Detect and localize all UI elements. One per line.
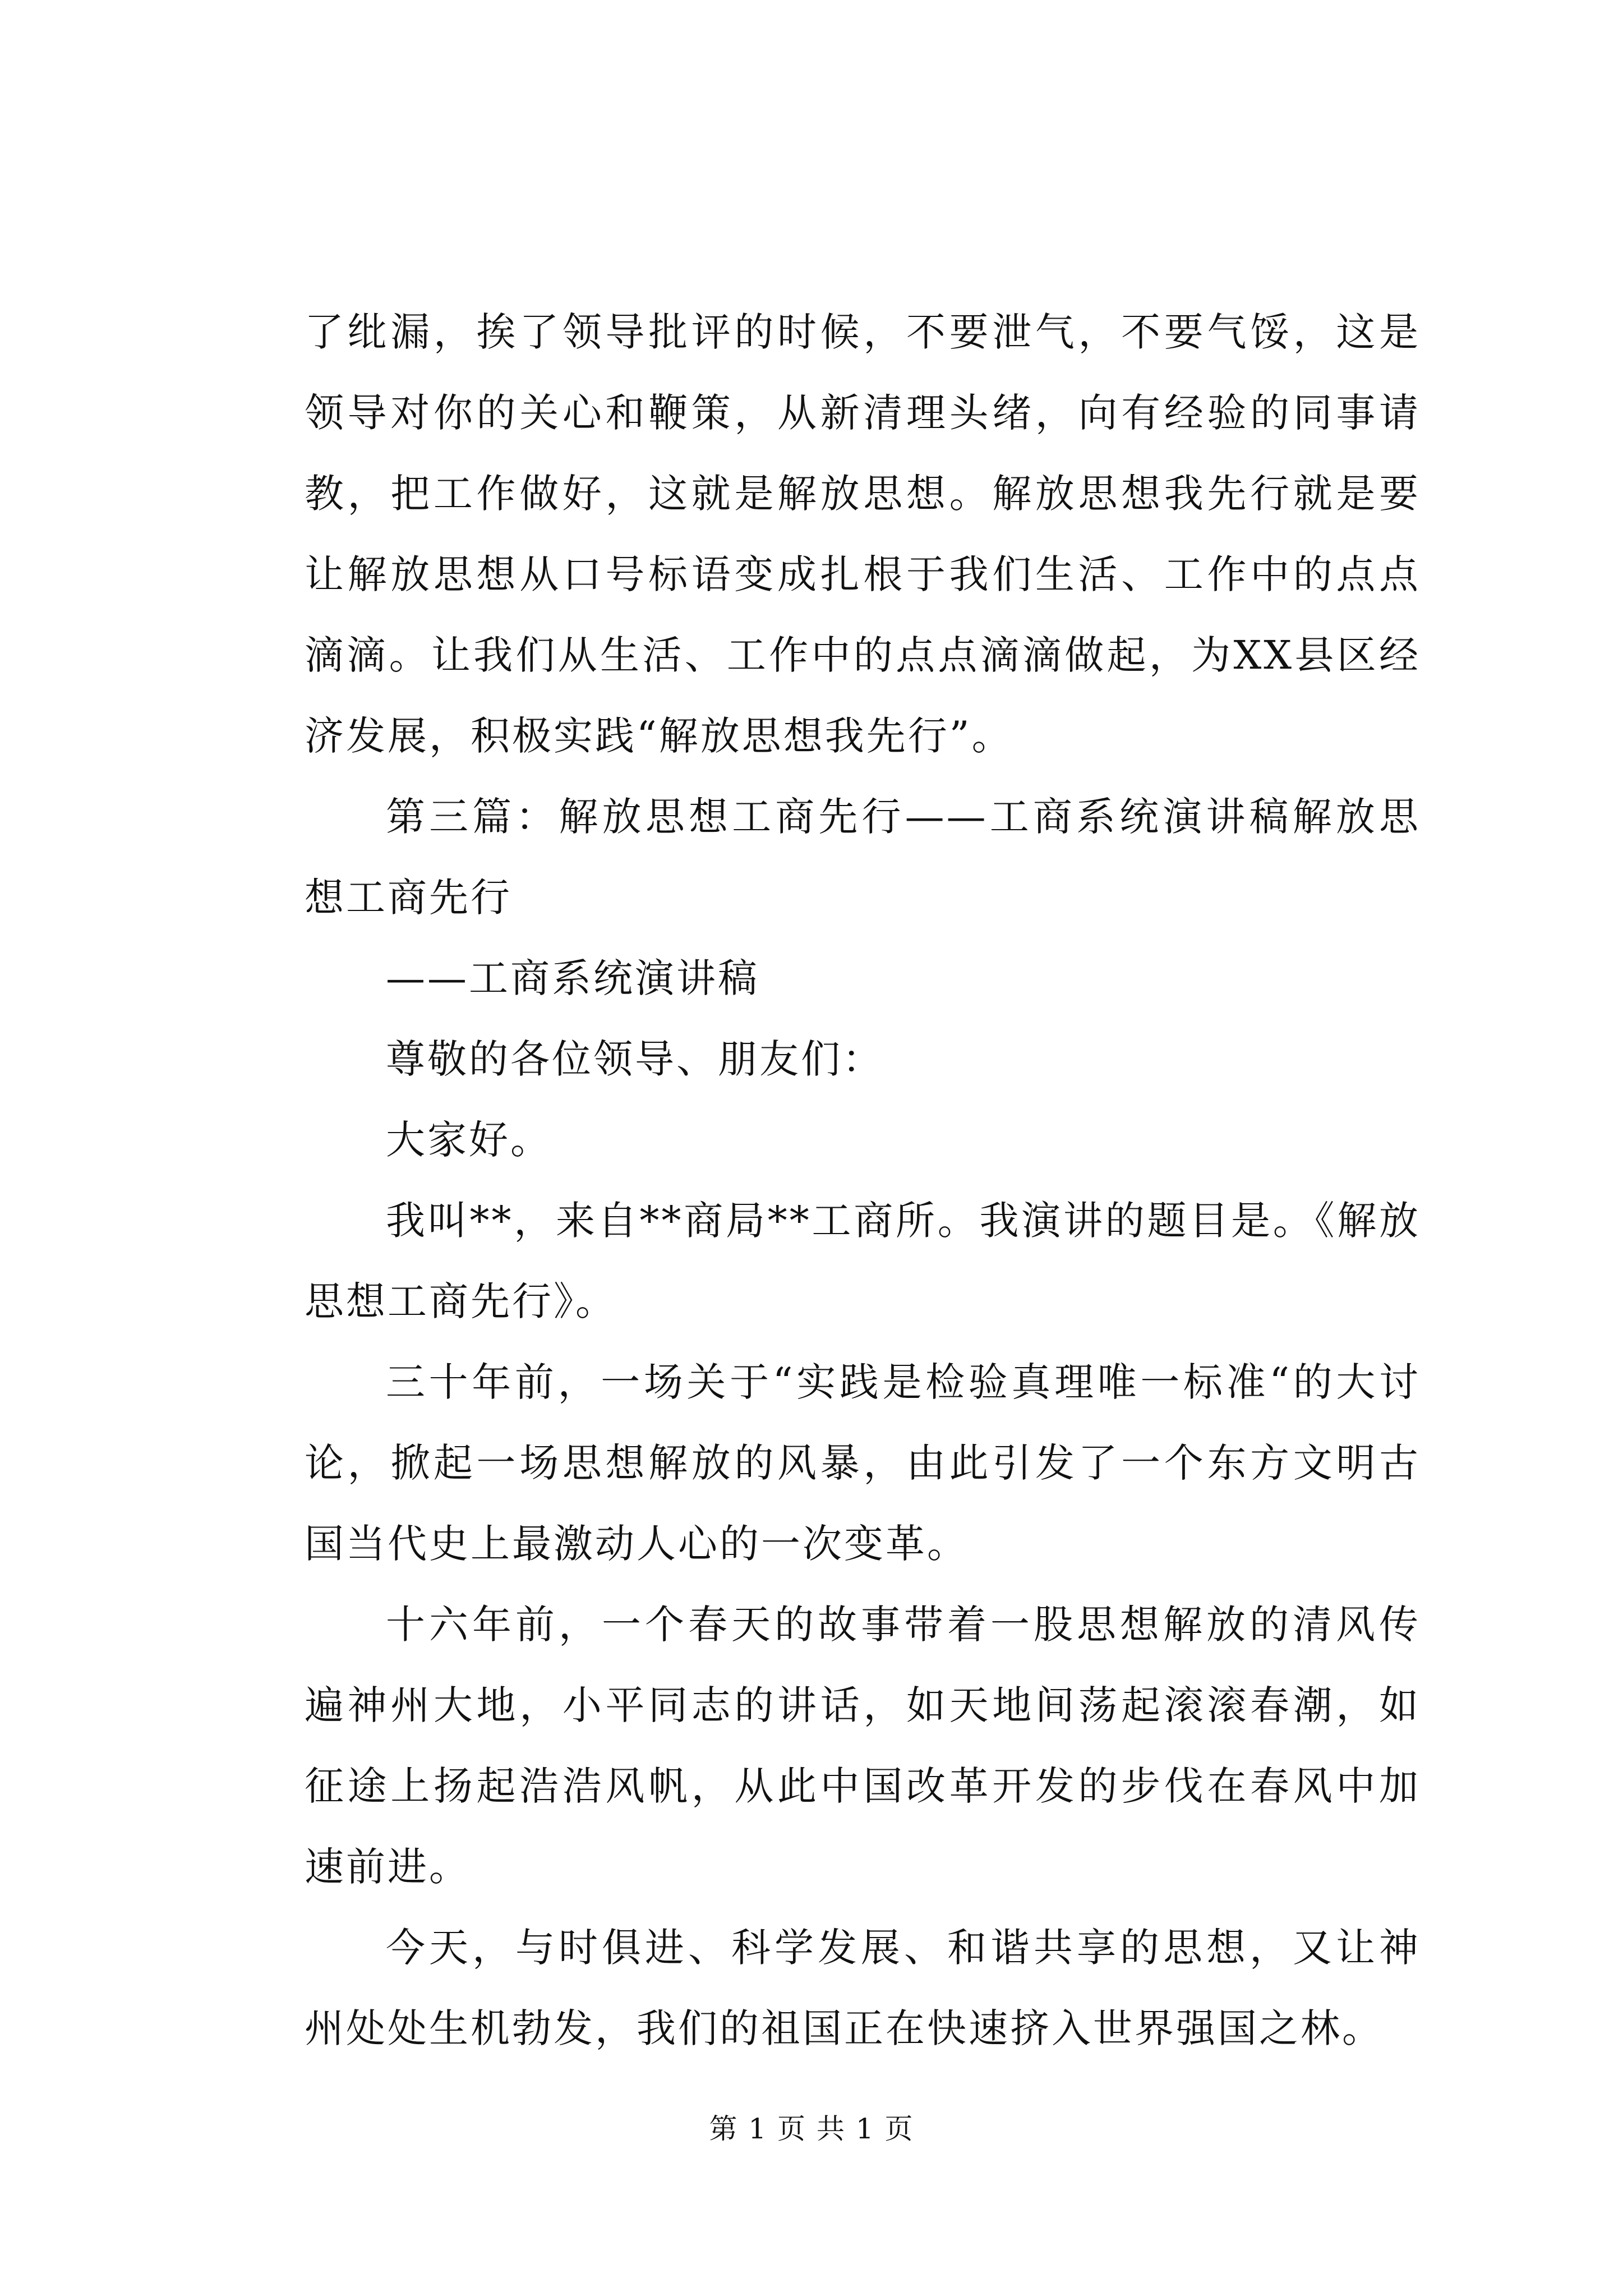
paragraph-3-subtitle: ——工商系统演讲稿	[386, 955, 759, 1001]
paragraph-9: 今天，与时俱进、科学发展、和谐共享的思想，又让神州处处生机勃发，我们的祖国正在快速挤入世界强国之林。	[305, 1925, 1421, 2051]
paragraph-4-salutation: 尊敬的各位领导、朋友们：	[386, 1036, 884, 1082]
paragraph-1: 了纰漏，挨了领导批评的时候，不要泄气，不要气馁，这是领导对你的关心和鞭策，从新清理头绪，向有经验的同事请教，把工作做好，这就是解放思想。解放思想我先行就是要让解放思想从口号标语变成扎根于我们生活、工作中的点点滴滴。让我们从生活、工作中的点点滴滴做起，为XX县区经济发展，积极实践“解放思想我先行”。	[305, 309, 1421, 759]
paragraph-8: 十六年前，一个春天的故事带着一股思想解放的清风传遍神州大地，小平同志的讲话，如天地间荡起滚滚春潮，如征途上扬起浩浩风帆，从此中国改革开发的步伐在春风中加速前进。	[305, 1602, 1421, 1890]
paragraph-7: 三十年前，一场关于“实践是检验真理唯一标准“的大讨论，掀起一场思想解放的风暴，由此引发了一个东方文明古国当代史上最激动人心的一次变革。	[305, 1359, 1421, 1567]
page-footer: 第 1 页 共 1 页	[709, 2113, 914, 2145]
paragraph-6-introduction: 我叫**，来自**商局**工商所。我演讲的题目是。《解放思想工商先行》。	[305, 1198, 1421, 1324]
paragraph-2-section-title: 第三篇：解放思想工商先行——工商系统演讲稿解放思想工商先行	[305, 794, 1421, 921]
paragraph-5-greeting: 大家好。	[386, 1117, 552, 1163]
document-body	[305, 292, 1421, 2069]
